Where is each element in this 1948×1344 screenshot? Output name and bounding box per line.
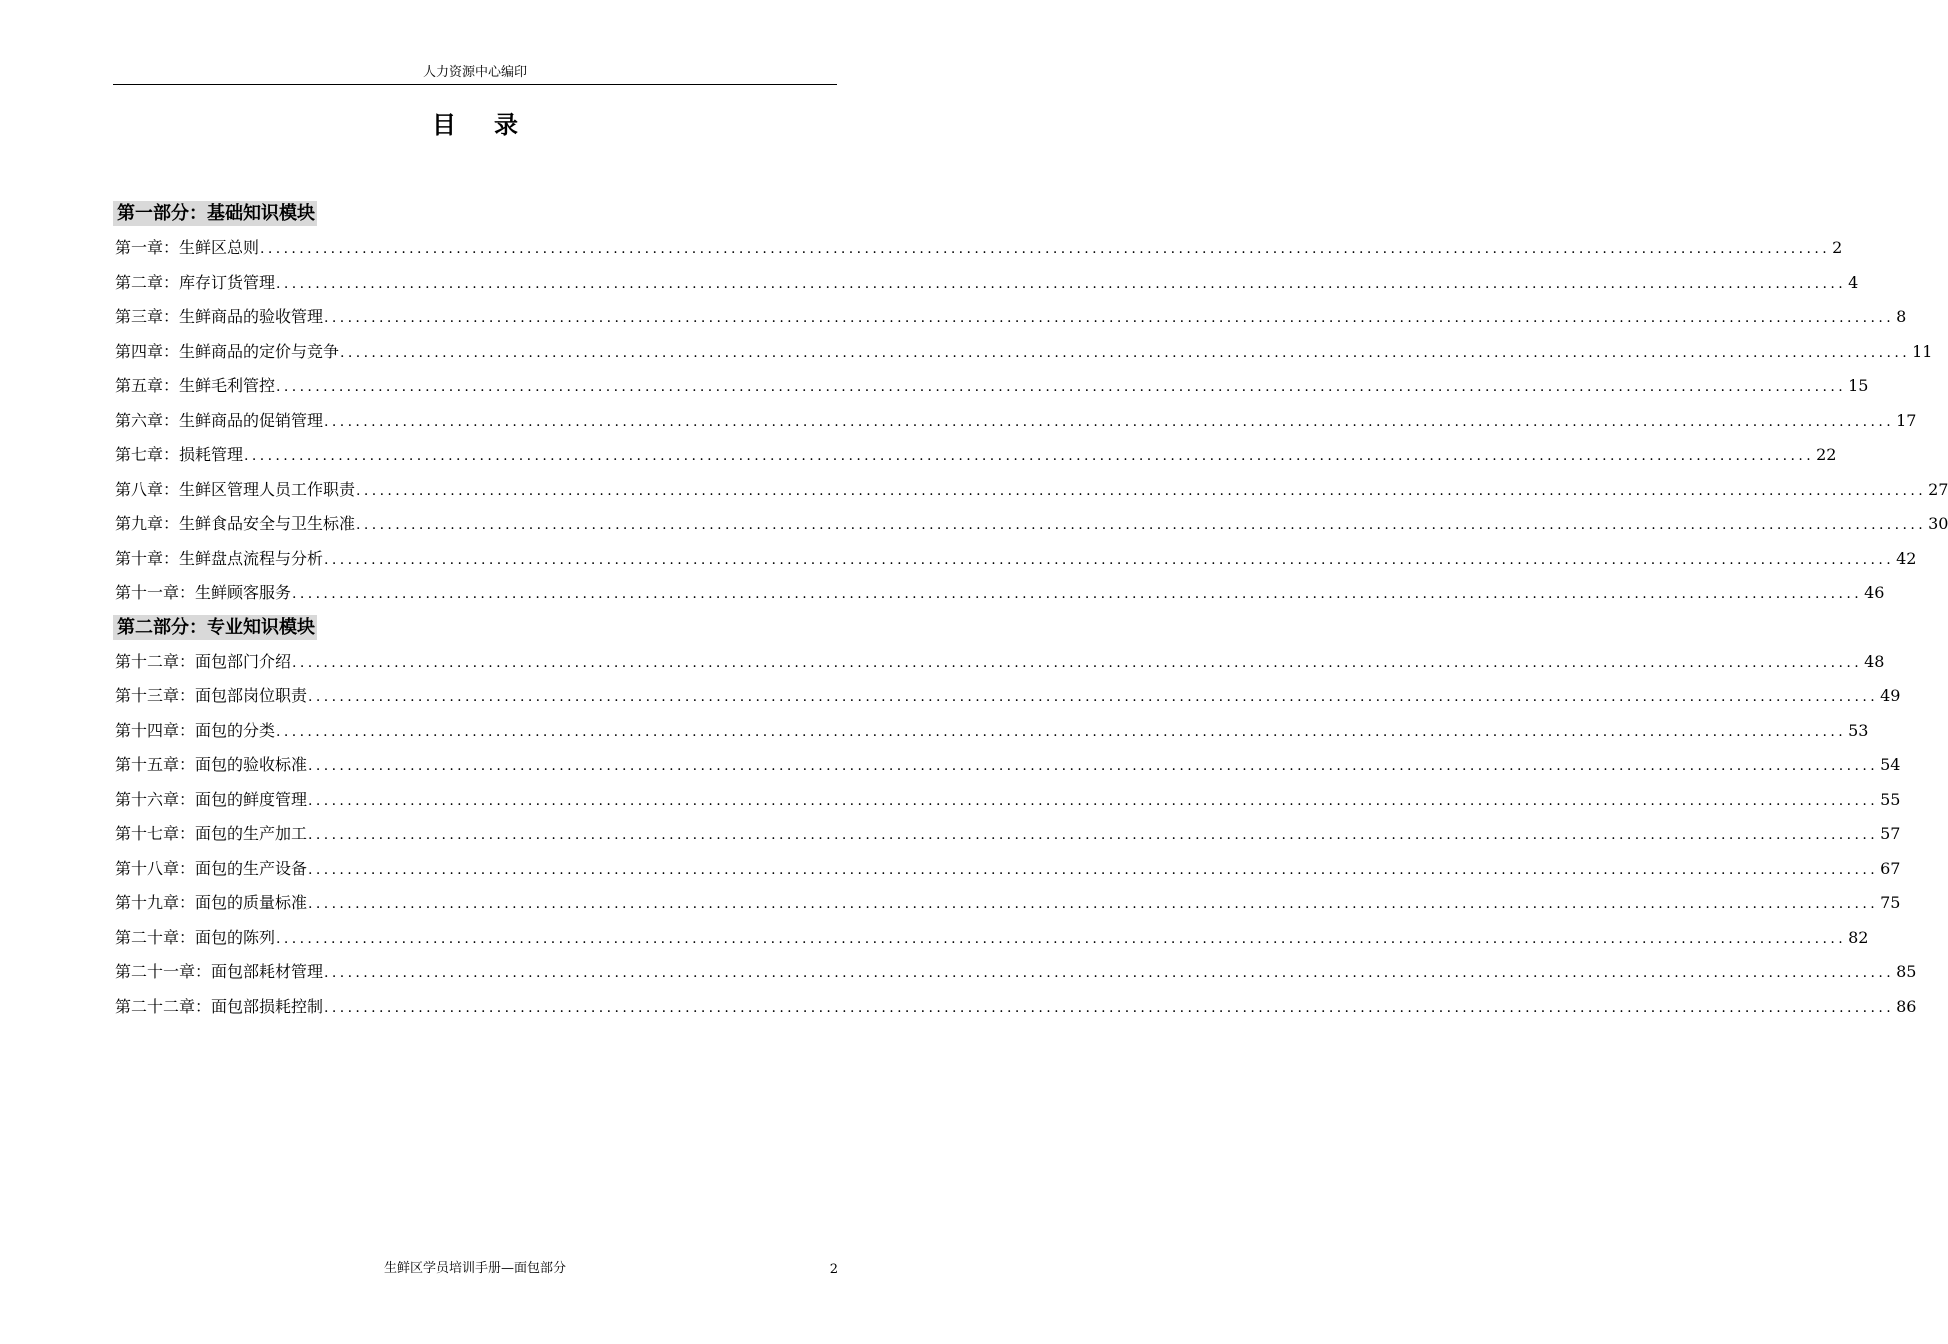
toc-entry[interactable] bbox=[113, 473, 1948, 508]
toc-entry-page: 4 bbox=[1848, 272, 1859, 292]
toc-dot-leader: ........................................................................................................................................................................................................ bbox=[308, 758, 1879, 774]
toc-dot-leader: ........................................................................................................................................................................................................ bbox=[260, 241, 1831, 257]
toc-dot-leader: ........................................................................................................................................................................................................ bbox=[244, 448, 1815, 464]
toc-entry-page: 55 bbox=[1880, 789, 1901, 809]
toc-entry[interactable] bbox=[113, 886, 1901, 921]
toc-entry-page: 17 bbox=[1896, 410, 1917, 430]
toc-entry-label: 第十五章：面包的验收标准 bbox=[115, 755, 308, 774]
toc-entry-page: 27 bbox=[1928, 479, 1948, 499]
toc-title: 目录 bbox=[432, 110, 556, 139]
toc-entry-page: 30 bbox=[1928, 514, 1948, 533]
toc-dot-leader: ........................................................................................................................................................................................................ bbox=[292, 654, 1863, 671]
toc-entry-page: 22 bbox=[1816, 445, 1837, 464]
toc-dot-leader: ........................................................................................................................................................................................................ bbox=[324, 965, 1895, 981]
toc-entry[interactable] bbox=[113, 404, 1917, 439]
toc-entry-page: 11 bbox=[1912, 341, 1933, 361]
toc-entry[interactable] bbox=[113, 645, 1885, 680]
page-header: 人力资源中心编印 bbox=[422, 65, 527, 80]
toc-entry-label: 第八章：生鲜区管理人员工作职责 bbox=[115, 479, 356, 499]
toc-dot-leader: ........................................................................................................................................................................................................ bbox=[356, 482, 1927, 499]
toc-dot-leader: ........................................................................................................................................................................................................ bbox=[308, 827, 1879, 843]
toc-entry-label: 第二章：库存订货管理 bbox=[115, 272, 276, 292]
toc-dot-leader: ........................................................................................................................................................................................................ bbox=[292, 586, 1863, 602]
header-divider bbox=[113, 84, 837, 85]
toc-entry-label: 第十七章：面包的生产加工 bbox=[115, 824, 308, 843]
toc-entry[interactable] bbox=[113, 335, 1933, 370]
toc-dot-leader: ........................................................................................................................................................................................................ bbox=[308, 689, 1879, 705]
toc-entry-page: 54 bbox=[1880, 755, 1901, 774]
toc-entry[interactable] bbox=[113, 921, 1869, 956]
section-heading-text: 第二部分：专业知识模块 bbox=[113, 615, 317, 640]
page-number: 2 bbox=[829, 1262, 838, 1277]
toc-entry-label: 第二十二章：面包部损耗控制 bbox=[115, 996, 324, 1016]
section-heading bbox=[113, 197, 838, 231]
toc-entry-page: 82 bbox=[1848, 927, 1869, 947]
toc-dot-leader: ........................................................................................................................................................................................................ bbox=[356, 517, 1927, 533]
toc-entry-label: 第十二章：面包部门介绍 bbox=[115, 651, 292, 671]
toc-entry[interactable] bbox=[113, 300, 1907, 335]
toc-entry-label: 第十八章：面包的生产设备 bbox=[115, 858, 308, 878]
toc-entry-label: 第九章：生鲜食品安全与卫生标准 bbox=[115, 514, 356, 533]
section-heading-text: 第一部分：基础知识模块 bbox=[113, 201, 317, 226]
toc-entry-label: 第二十一章：面包部耗材管理 bbox=[115, 962, 324, 981]
toc-entry-label: 第十章：生鲜盘点流程与分析 bbox=[115, 548, 324, 568]
toc-entry[interactable] bbox=[113, 542, 1917, 577]
page-footer: 生鲜区学员培训手册—面包部分 bbox=[383, 1261, 566, 1276]
toc-entry-label: 第十一章：生鲜顾客服务 bbox=[115, 583, 292, 602]
toc-entry[interactable] bbox=[113, 990, 1917, 1025]
toc-entry-page: 8 bbox=[1896, 307, 1907, 326]
toc-entry-page: 67 bbox=[1880, 858, 1901, 878]
toc-entry-page: 42 bbox=[1896, 548, 1917, 568]
toc-entry-label: 第二十章：面包的陈列 bbox=[115, 927, 276, 947]
toc-entry[interactable] bbox=[113, 231, 1843, 266]
toc-entry[interactable] bbox=[113, 369, 1869, 404]
toc-entry-label: 第五章：生鲜毛利管控 bbox=[115, 376, 276, 395]
toc-entry-label: 第三章：生鲜商品的验收管理 bbox=[115, 307, 324, 326]
toc-entry-label: 第十九章：面包的质量标准 bbox=[115, 893, 308, 912]
toc-entry[interactable] bbox=[113, 714, 1869, 749]
toc-entry-page: 48 bbox=[1864, 651, 1885, 671]
toc-entry-page: 46 bbox=[1864, 583, 1885, 602]
toc-dot-leader: ........................................................................................................................................................................................................ bbox=[324, 551, 1895, 568]
toc-dot-leader: ........................................................................................................................................................................................................ bbox=[276, 379, 1847, 395]
toc-entry[interactable] bbox=[113, 679, 1901, 714]
toc-entry[interactable] bbox=[113, 817, 1901, 852]
toc-entry-page: 85 bbox=[1896, 962, 1917, 981]
toc-dot-leader: ........................................................................................................................................................................................................ bbox=[340, 344, 1911, 361]
section-heading bbox=[113, 611, 838, 645]
toc-dot-leader: ........................................................................................................................................................................................................ bbox=[276, 275, 1847, 292]
toc-dot-leader: ........................................................................................................................................................................................................ bbox=[308, 861, 1879, 878]
toc-dot-leader: ........................................................................................................................................................................................................ bbox=[308, 792, 1879, 809]
toc-entry-page: 86 bbox=[1896, 996, 1917, 1016]
toc-entry-label: 第十六章：面包的鲜度管理 bbox=[115, 789, 308, 809]
toc-entry-page: 75 bbox=[1880, 893, 1901, 912]
toc-entry-label: 第七章：损耗管理 bbox=[115, 445, 244, 464]
toc-dot-leader: ........................................................................................................................................................................................................ bbox=[324, 999, 1895, 1016]
toc-entry[interactable] bbox=[113, 783, 1901, 818]
toc-dot-leader: ........................................................................................................................................................................................................ bbox=[324, 413, 1895, 430]
toc-entry-page: 57 bbox=[1880, 824, 1901, 843]
toc-entry[interactable] bbox=[113, 576, 1885, 611]
toc-dot-leader: ........................................................................................................................................................................................................ bbox=[324, 310, 1895, 326]
toc-entry-page: 15 bbox=[1848, 376, 1869, 395]
toc-dot-leader: ........................................................................................................................................................................................................ bbox=[308, 896, 1879, 912]
table-of-contents bbox=[113, 197, 1948, 1024]
toc-entry-page: 53 bbox=[1848, 720, 1869, 740]
toc-entry[interactable] bbox=[113, 438, 1837, 473]
toc-entry-label: 第六章：生鲜商品的促销管理 bbox=[115, 410, 324, 430]
toc-entry[interactable] bbox=[113, 955, 1917, 990]
toc-entry-label: 第十四章：面包的分类 bbox=[115, 720, 276, 740]
toc-dot-leader: ........................................................................................................................................................................................................ bbox=[276, 723, 1847, 740]
toc-entry-label: 第四章：生鲜商品的定价与竞争 bbox=[115, 341, 340, 361]
toc-entry-label: 第十三章：面包部岗位职责 bbox=[115, 686, 308, 705]
toc-entry-page: 2 bbox=[1832, 238, 1843, 257]
toc-dot-leader: ........................................................................................................................................................................................................ bbox=[276, 930, 1847, 947]
toc-entry-page: 49 bbox=[1880, 686, 1901, 705]
toc-entry[interactable] bbox=[113, 852, 1901, 887]
toc-entry[interactable] bbox=[113, 507, 1948, 542]
toc-entry[interactable] bbox=[113, 748, 1901, 783]
toc-entry[interactable] bbox=[113, 266, 1859, 301]
toc-entry-label: 第一章：生鲜区总则 bbox=[115, 238, 260, 257]
